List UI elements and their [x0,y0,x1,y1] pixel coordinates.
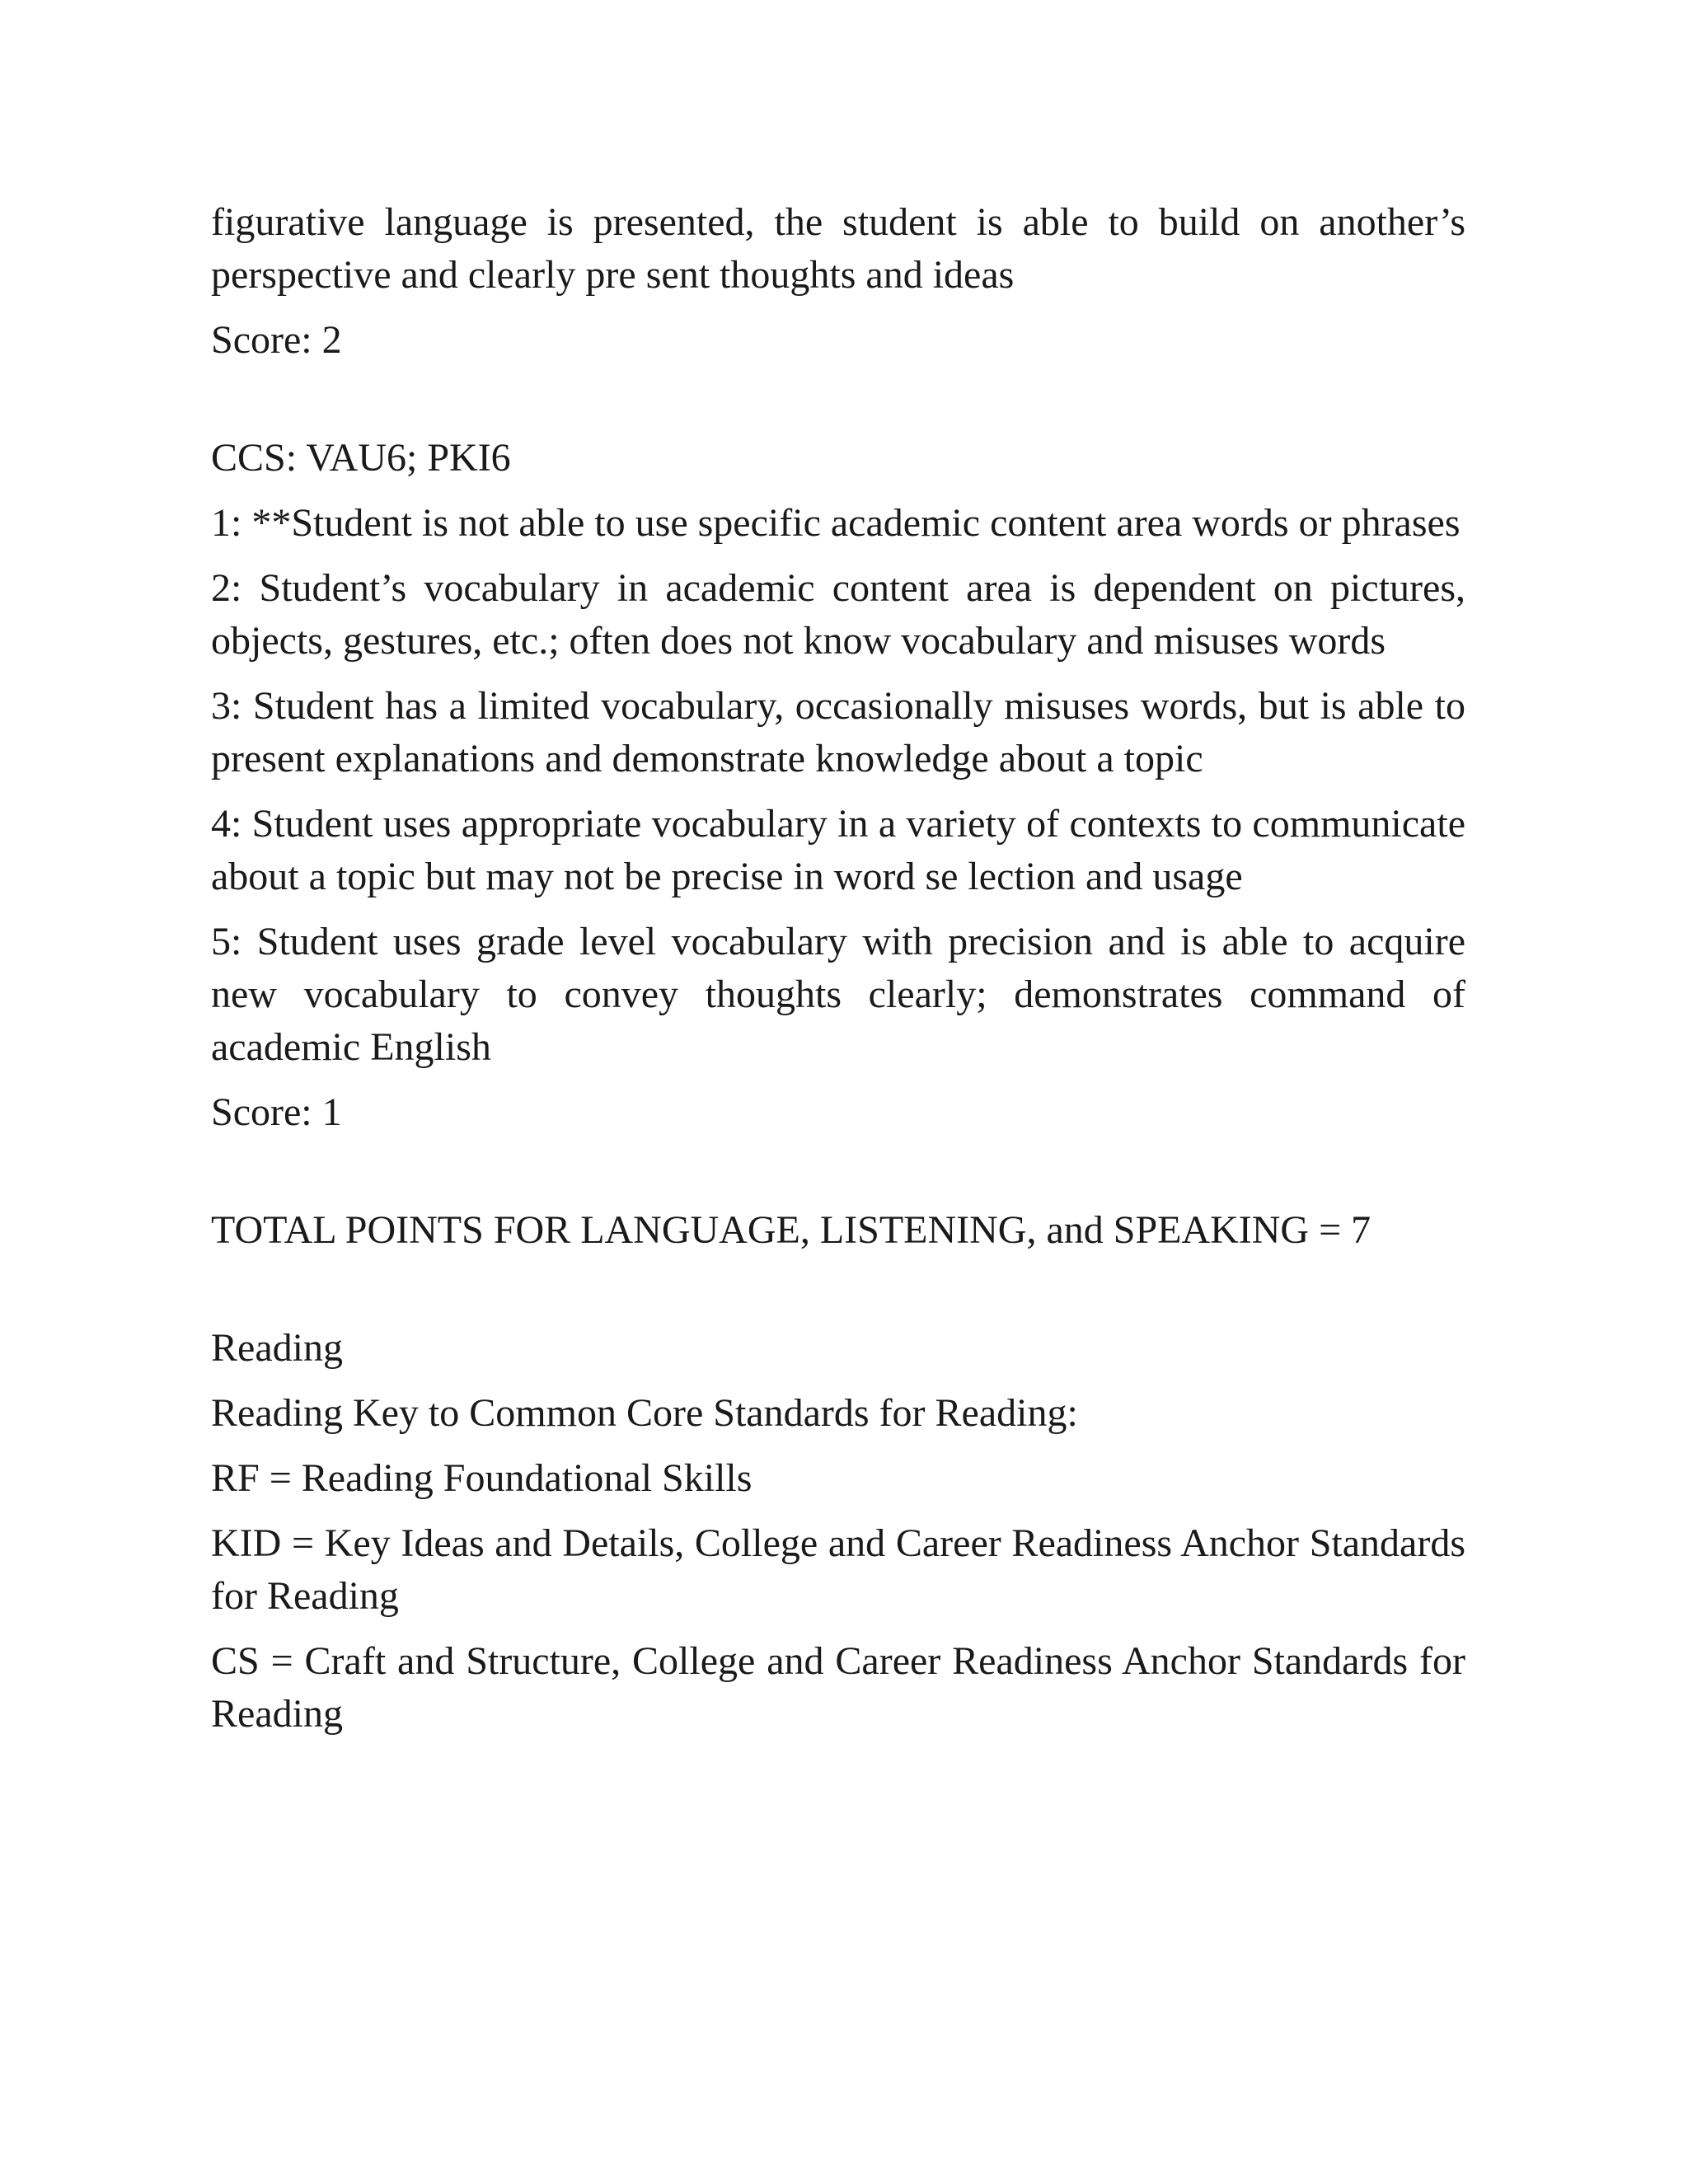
rubric-level-5: 5: Student uses grade level vocabulary with precision and is able to acquire new vocabulary to convey thoughts clearly; demonstrates command of academic English [211,920,1465,1069]
ccs-standards-line: CCS: VAU6; PKI6 [211,436,511,480]
document-body [211,196,1465,1753]
paragraph-figurative-language: figurative language is presented, the student is able to build on another’s perspective and clearly pre sent thoughts and ideas [211,200,1465,297]
reading-key-kid: KID = Key Ideas and Details, College and Career Readiness Anchor Standards for Reading [211,1521,1465,1618]
rubric-level-2: 2: Student’s vocabulary in academic content area is dependent on pictures, objects, gestures, etc.; often does not know vocabulary and misuses words [211,566,1465,663]
score-line: Score: 2 [211,318,342,362]
rubric-level-3: 3: Student has a limited vocabulary, occasionally misuses words, but is able to present explanations and demonstrate knowledge about a topic [211,684,1465,780]
reading-key-cs: CS = Craft and Structure, College and Career Readiness Anchor Standards for Reading [211,1639,1465,1736]
rubric-level-4: 4: Student uses appropriate vocabulary in a variety of contexts to communicate about a topic but may not be precise in word se lection and usage [211,802,1465,898]
section-heading-reading: Reading [211,1326,343,1370]
rubric-level-1: 1: **Student is not able to use specific academic content area words or phrases [211,501,1461,545]
total-points-line: TOTAL POINTS FOR LANGUAGE, LISTENING, and SPEAKING = 7 [211,1208,1372,1252]
reading-key-intro: Reading Key to Common Core Standards for Reading: [211,1391,1078,1435]
score-line: Score: 1 [211,1090,342,1134]
reading-key-rf: RF = Reading Foundational Skills [211,1456,753,1500]
